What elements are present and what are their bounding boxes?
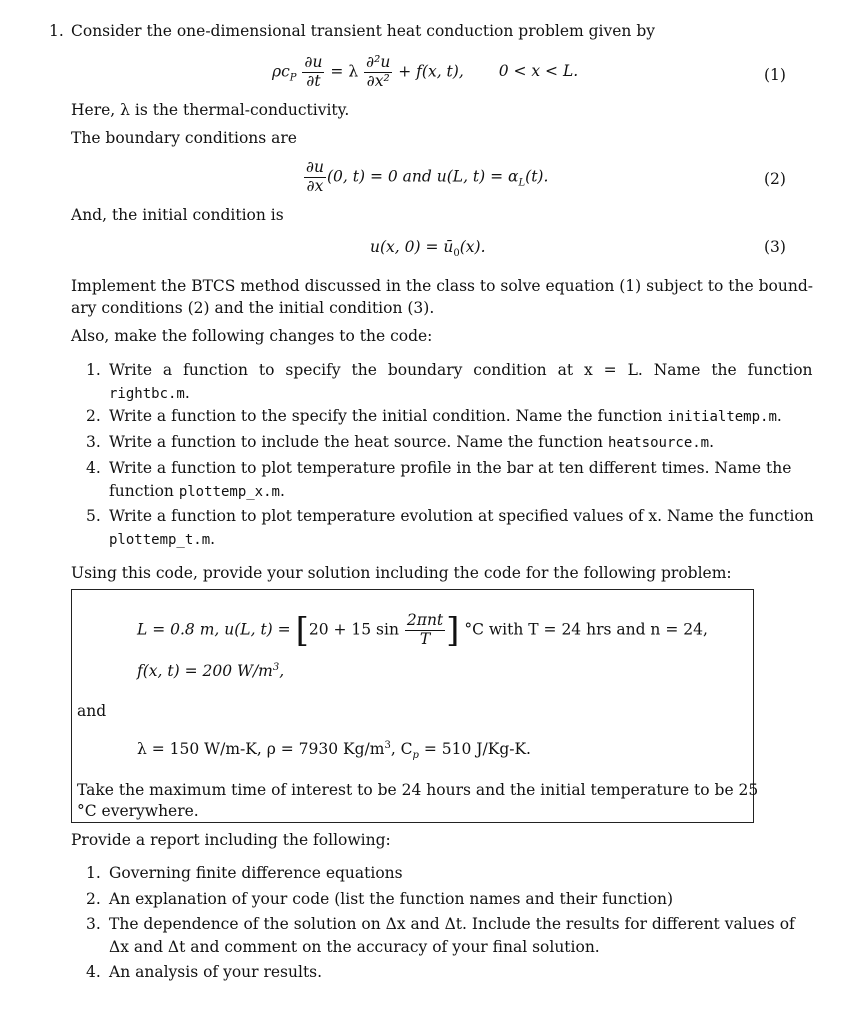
box-and: and [77, 702, 107, 720]
problem-number: 1. [49, 22, 64, 40]
equation-1: $\rho c_P$ $\frac{\partial u}{\partial t}$ = λ $\frac{\text{∂²u}}{\text{∂x²}}$ + f(x, t), 0 < x < L. [272, 53, 579, 90]
thermal-conductivity-note: Here, λ is the thermal-conductivity. [71, 101, 350, 119]
list-item-continuation: function plottemp_x.m. [109, 482, 285, 500]
equation-1-label: (1) [764, 66, 786, 84]
using-code-intro: Using this code, provide your solution including the code for the following problem: [71, 564, 732, 582]
equation-2-label: (2) [764, 170, 786, 188]
list-item: An analysis of your results. [109, 963, 323, 981]
list-item-number: 4. [86, 963, 101, 981]
list-item: An explanation of your code (list the function names and their function) [109, 890, 674, 908]
list-item: Write a function to plot temperature evolution at specified values of x. Name the function [109, 507, 814, 525]
report-intro: Provide a report including the following: [71, 831, 391, 849]
list-item: Write a function to specify the boundary condition at x = L. Name the function [109, 361, 813, 379]
list-item: Write a function to the specify the initial condition. Name the function initialtemp.m. [109, 407, 782, 425]
changes-intro: Also, make the following changes to the code: [71, 327, 433, 345]
list-item-number: 3. [86, 433, 101, 451]
implement-text-line1: Implement the BTCS method discussed in the class to solve equation (1) subject to the bound- [71, 277, 813, 295]
implement-text-line2: ary conditions (2) and the initial condition (3). [71, 299, 435, 317]
list-item-continuation: rightbc.m. [109, 384, 190, 402]
box-line-3: λ = 150 W/m-K, ρ = 7930 $Kg/m^3$, $C_p = 510$ J/Kg-K. [137, 739, 531, 762]
list-item-number: 2. [86, 890, 101, 908]
initial-condition-intro: And, the initial condition is [71, 206, 284, 224]
list-item-number: 1. [86, 361, 101, 379]
box-line-1: L = 0.8 m, u(L, t) = [20 + 15 sin $\frac{\text{2πnt}}{T}$ ] °C with T = 24 hrs and n = 24, [137, 610, 708, 651]
list-item-number: 2. [86, 407, 101, 425]
list-item: The dependence of the solution on Δx and Δt. Include the results for different values of [109, 915, 795, 933]
equation-2: $\frac{\partial u}{\partial x}$ (0, t) = 0 and u(L, $t) = \alpha_L(t)$. [306, 158, 549, 195]
list-item-continuation: Δx and Δt and comment on the accuracy of your final solution. [109, 938, 600, 956]
list-item: Governing finite difference equations [109, 864, 403, 882]
box-take-line1: Take the maximum time of interest to be 24 hours and the initial temperature to be 25 [77, 781, 759, 799]
list-item: Write a function to plot temperature profile in the bar at ten different times. Name the [109, 459, 792, 477]
equation-3: u(x, $0) = ū_0(x)$. [370, 238, 486, 260]
boundary-conditions-intro: The boundary conditions are [71, 129, 297, 147]
list-item-number: 3. [86, 915, 101, 933]
box-line-2: f(x, t) = 200 $W/m^3$, [137, 661, 285, 680]
problem-box [71, 589, 759, 823]
box-take-line2: °C everywhere. [77, 802, 199, 820]
list-item-number: 1. [86, 864, 101, 882]
list-item-continuation: plottemp_t.m. [109, 530, 216, 548]
problem-intro: Consider the one-dimensional transient heat conduction problem given by [71, 22, 656, 40]
list-item-number: 5. [86, 507, 101, 525]
list-item: Write a function to include the heat source. Name the function heatsource.m. [109, 433, 715, 451]
list-item-number: 4. [86, 459, 101, 477]
equation-3-label: (3) [764, 238, 786, 256]
